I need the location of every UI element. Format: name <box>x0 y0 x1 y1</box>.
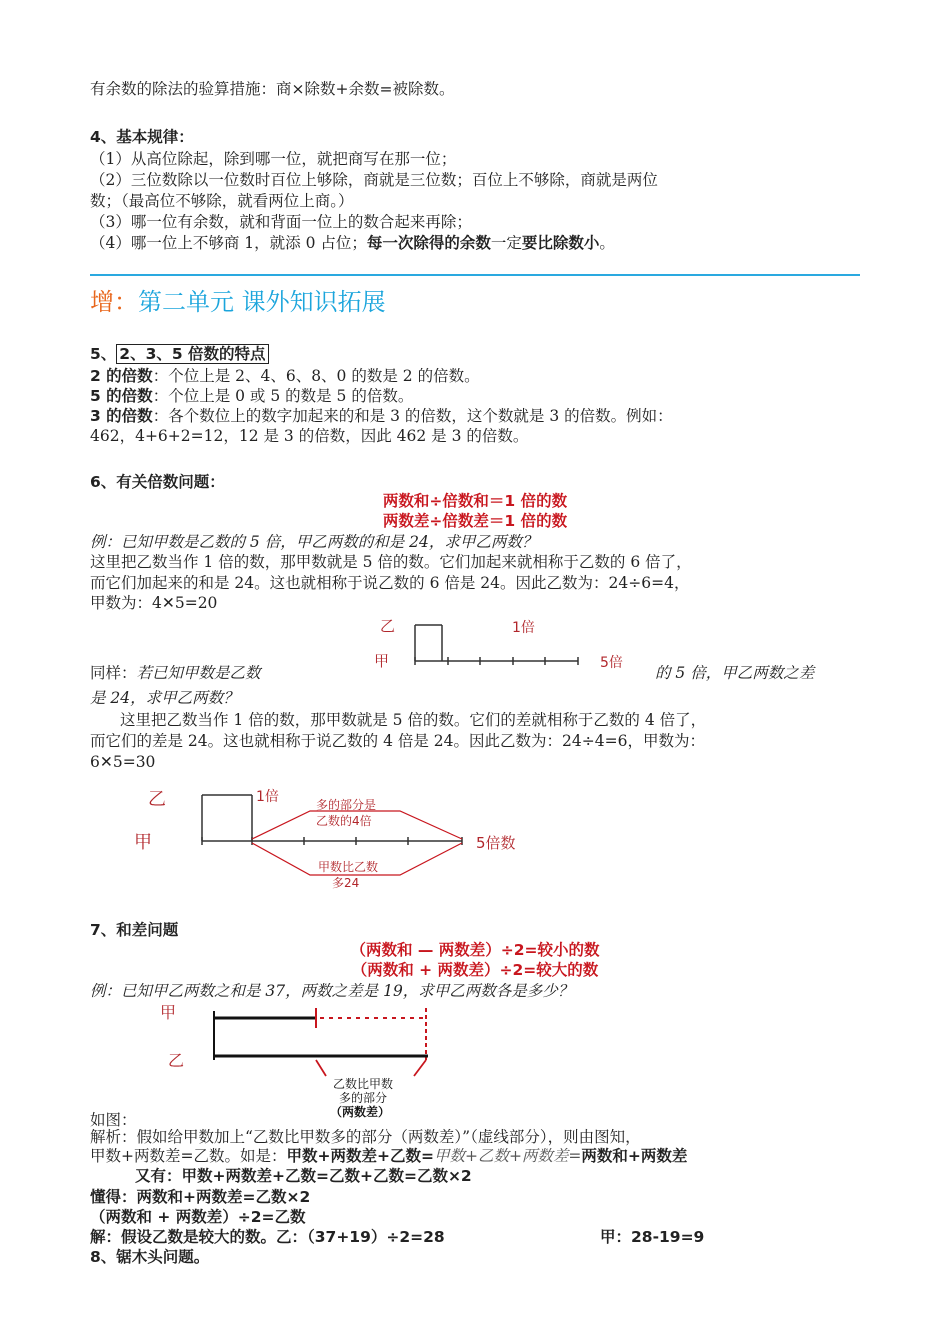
s6-same-it2: 的 5 倍，甲乙两数之差 <box>655 664 815 682</box>
s6-q-1: 这里把乙数当作 1 倍的数，那甲数就是 5 倍的数。它们的差就相称于乙数的 4 倍了， <box>120 711 707 729</box>
fig1-five-label: 5倍 <box>600 655 623 671</box>
fig1-jia-label: 甲 <box>374 652 390 670</box>
rule-1: （1）从高位除起，除到哪一位，就把商写在那一位； <box>90 150 457 168</box>
s6-same-it1: 若已知甲数是乙数 <box>136 664 261 682</box>
verification-line: 有余数的除法的验算措施：商×除数+余数=被除数。 <box>90 80 455 98</box>
rule-4 <box>90 233 615 253</box>
s5-num: 5、 <box>90 345 117 363</box>
s6-q-2: 而它们的差是 24。这也就相称于说乙数的 4 倍是 24。因此乙数为：24÷4=6，甲数为： <box>90 732 705 750</box>
fig2-more-1: 多的部分是 <box>316 798 377 812</box>
fig1-yi-label: 乙 <box>380 617 396 635</box>
fig3-brace-1: 乙数比甲数 <box>333 1077 394 1091</box>
fig2-five-label: 5倍数 <box>476 834 516 852</box>
s7-analysis-1: 解析：假如给甲数加上“乙数比甲数多的部分（两数差）”（虚线部分），则由图知， <box>90 1128 641 1146</box>
s7-solution-jia: 甲：28-19=9 <box>600 1228 705 1246</box>
diagram-sum-difference <box>150 998 450 1120</box>
s6-same-line <box>90 663 261 683</box>
rule-4-mid: 一定 <box>490 234 522 252</box>
s5-line-1 <box>90 366 480 386</box>
s7-a2-italic: 甲数+乙数+两数差= <box>433 1147 582 1165</box>
s5-title: 2、3、5 倍数的特点 <box>116 344 268 364</box>
s6-title: 6、有关倍数问题： <box>90 473 225 491</box>
diagram-sum-multiple <box>360 605 650 675</box>
section-divider <box>90 274 860 276</box>
s6-formula-1: 两数和÷倍数和＝1 倍的数 <box>382 492 568 510</box>
fig2-diff-1: 甲数比乙数 <box>318 860 379 874</box>
s7-title: 7、和差问题 <box>90 921 179 939</box>
s7-analysis-3: 又有：甲数+两数差+乙数=乙数+乙数=乙数×2 <box>135 1167 472 1185</box>
fig1-one-label: 1倍 <box>512 620 535 636</box>
s7-see-fig: 如图： <box>90 1111 137 1129</box>
s7-example: 例：已知甲乙两数之和是 37，两数之差是 19，求甲乙两数各是多少？ <box>90 982 574 1000</box>
rule-2b: 数；（最高位不够除，就看两位上商。） <box>90 192 354 210</box>
s6-para-1: 这里把乙数当作 1 倍的数，那甲数就是 5 倍的数。它们加起来就相称于乙数的 6 倍了， <box>90 553 692 571</box>
s6-para-2: 而它们加起来的和是 24。这也就相称于说乙数的 6 倍是 24。因此乙数为：24÷6=4， <box>90 574 690 592</box>
s7-understand: 懂得：两数和+两数差=乙数×2 <box>90 1188 311 1206</box>
s7-formula-2: （两数和 + 两数差）÷2=较大的数 <box>351 961 599 979</box>
rules-title: 4、基本规律： <box>90 128 194 146</box>
s7-a2-result: 两数和+两数差 <box>581 1147 688 1165</box>
s6-para-3: 甲数为：4✕5=20 <box>90 594 218 612</box>
s5-l3-text: ：各个数位上的数字加起来的和是 3 的倍数，这个数就是 3 的倍数。例如： <box>152 407 673 425</box>
section-title: 第二单元 课外知识拓展 <box>138 288 386 316</box>
rule-3: （3）哪一位有余数，就和背面一位上的数合起来再除； <box>90 213 472 231</box>
s7-a2-pre: 甲数+两数差=乙数。如是： <box>90 1147 287 1165</box>
s5-line-4: 462，4+6+2=12，12 是 3 的倍数，因此 462 是 3 的倍数。 <box>90 427 529 445</box>
s7-formula-result: （两数和 + 两数差）÷2=乙数 <box>90 1208 306 1226</box>
s7-solution: 解：假设乙数是较大的数。乙：（37+19）÷2=28 <box>90 1228 445 1246</box>
s7-formula-1: （两数和 — 两数差）÷2=较小的数 <box>350 941 600 959</box>
s6-formula-2: 两数差÷倍数差＝1 倍的数 <box>382 512 568 530</box>
section-label: 增 <box>90 288 114 316</box>
s5-l1-text: ：个位上是 2、4、6、8、0 的数是 2 的倍数。 <box>152 367 480 385</box>
s6-same-it3: 是 24，求甲乙两数？ <box>90 689 239 707</box>
rule-4-end: 。 <box>599 234 615 252</box>
s7-a2-bold: 甲数+两数差+乙数= <box>286 1147 434 1165</box>
rule-2a: （2）三位数除以一位数时百位上够除，商就是三位数；百位上不够除，商就是两位 <box>90 171 658 189</box>
fig2-jia-label: 甲 <box>134 832 152 853</box>
s5-line-3 <box>90 406 673 426</box>
s5-l1-bold: 2 的倍数 <box>90 367 153 385</box>
rule-4-pre: （4）哪一位上不够商 1，就添 0 占位； <box>90 234 367 252</box>
s5-title-line <box>90 344 269 364</box>
fig3-yi-label: 乙 <box>168 1051 185 1070</box>
s6-q-3: 6✕5=30 <box>90 753 156 771</box>
fig3-brace-2: 多的部分 <box>339 1091 388 1105</box>
fig3-brace-3: （两数差） <box>330 1105 391 1119</box>
fig3-jia-label: 甲 <box>160 1003 177 1022</box>
section-colon: ： <box>114 288 138 316</box>
s5-l3-bold: 3 的倍数 <box>90 407 153 425</box>
fig2-yi-label: 乙 <box>148 789 166 810</box>
s5-l2-text: ：个位上是 0 或 5 的数是 5 的倍数。 <box>152 387 414 405</box>
s7-analysis-2 <box>90 1146 687 1166</box>
s5-line-2 <box>90 386 413 406</box>
s6-example: 例：已知甲数是乙数的 5 倍，甲乙两数的和是 24，求甲乙两数？ <box>90 533 538 551</box>
fig2-diff-2: 多24 <box>332 876 360 890</box>
rule-4-bold-1: 每一次除得的余数 <box>366 234 491 252</box>
section-heading <box>90 286 386 318</box>
fig2-one-label: 1倍 <box>256 789 279 805</box>
s5-l2-bold: 5 的倍数 <box>90 387 153 405</box>
fig2-more-2: 乙数的4倍 <box>316 814 372 828</box>
diagram-diff-multiple <box>120 775 570 900</box>
s6-same-pre: 同样： <box>90 664 137 682</box>
rule-4-bold-2: 要比除数小 <box>521 234 600 252</box>
s8-title: 8、锯木头问题。 <box>90 1248 210 1266</box>
